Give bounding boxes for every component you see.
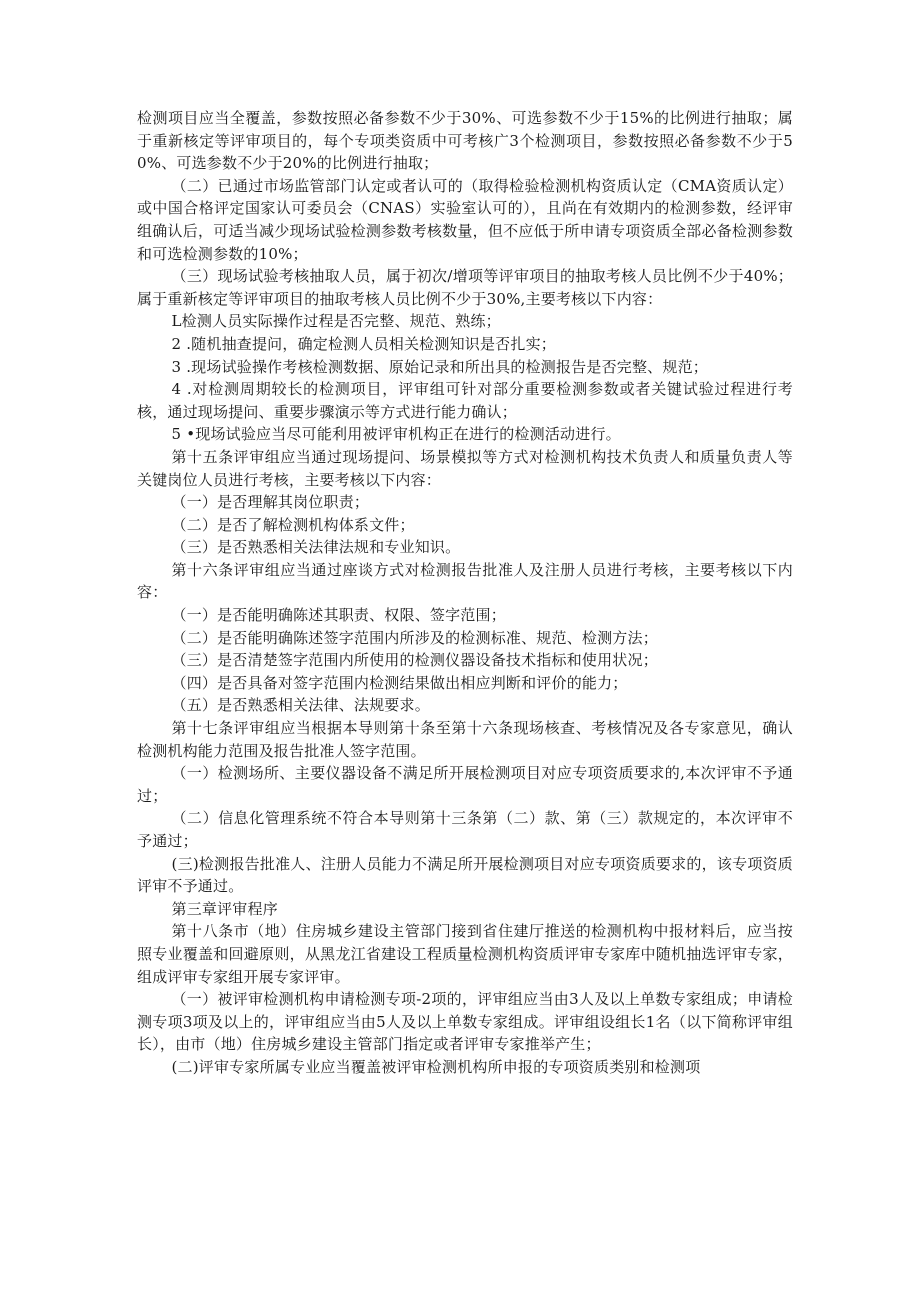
paragraph-3: （三）现场试验考核抽取人员，属于初次/增项等评审项目的抽取考核人员比例不少于40%；属于重新核定等评审项目的抽取考核人员比例不少于30%,主要考核以下内容： [137,267,793,308]
article-16-item-5: （五）是否熟悉相关法律、法规要求。 [171,696,430,715]
article-16-item-2: （二）是否能明确陈述签字范围内所涉及的检测标准、规范、检测方法； [171,628,658,647]
article-18: 第十八条市（地）住房城乡建设主管部门接到省住建厅推送的检测机构中报材料后，应当按照专业覆盖和回避原则，从黑龙江省建设工程质量检测机构资质评审专家库中随机抽选评审专家，组成评审专家组开展专家评审。 [137,922,793,986]
article-16: 第十六条评审组应当通过座谈方式对检测报告批准人及注册人员进行考核，主要考核以下内容： [137,560,793,602]
article-15-item-3: （三）是否熟悉相关法律法规和专业知识。 [171,538,461,557]
article-17-item-2: （二）信息化管理系统不符合本导则第十三条第（二）款、第（三）款规定的，本次评审不予通过； [137,809,793,850]
list-item-2: 2 .随机抽查提问，确定检测人员相关检测知识是否扎实； [171,334,556,353]
article-16-item-3: （三）是否清楚签字范围内所使用的检测仪器设备技术指标和使用状况； [171,651,658,670]
paragraph-2: （二）已通过市场监管部门认定或者认可的（取得检验检测机构资质认定（CMA资质认定）或中国合格评定国家认可委员会（CNAS）实验室认可的），且尚在有效期内的检测参数，经评审组确认后，可适当减少现场试验检测参数考核数量，但不应低于所申请专项资质全部必备检测参数和可选检测参数的10%； [137,176,793,263]
article-18-item-1: （一）被评审检测机构申请检测专项-2项的，评审组应当由3人及以上单数专家组成；申请检测专项3项及以上的，评审组应当由5人及以上单数专家组成。评审组设组长1名（以下简称评审组长），由市（地）住房城乡建设主管部门指定或者评审专家推举产生； [137,990,793,1054]
article-15-item-2: （二）是否了解检测机构体系文件； [171,515,415,534]
paragraph-1: 检测项目应当全覆盖，参数按照必备参数不少于30%、可选参数不少于15%的比例进行抽取；属于重新核定等评审项目的，每个专项类资质中可考核广3个检测项目，参数按照必备参数不少于50%、可选参数不少于20%的比例进行抽取； [137,109,793,173]
article-15-item-1: （一）是否理解其岗位职责； [171,493,370,512]
list-item-5: 5 •现场试验应当尽可能利用被评审机构正在进行的检测活动进行。 [171,425,621,444]
article-17-item-3: (三)检测报告批准人、注册人员能力不满足所开展检测项目对应专项资质要求的，该专项资质评审不予通过。 [137,854,793,896]
article-17-item-1: （一）检测场所、主要仪器设备不满足所开展检测项目对应专项资质要求的,本次评审不予通过； [137,764,793,805]
list-item-1: L检测人员实际操作过程是否完整、规范、熟练； [171,312,501,331]
document-page [137,107,793,1079]
list-item-3: 3 .现场试验操作考核检测数据、原始记录和所出具的检测报告是否完整、规范； [171,357,708,376]
article-16-item-1: （一）是否能明确陈述其职责、权限、签字范围； [171,606,506,625]
article-16-item-4: （四）是否具备对签字范围内检测结果做出相应判断和评价的能力； [171,673,628,692]
list-item-4: 4 .对检测周期较长的检测项目，评审组可针对部分重要检测参数或者关键试验过程进行考核，通过现场提问、重要步骤演示等方式进行能力确认； [137,380,793,421]
chapter-3-heading: 第三章评审程序 [171,899,278,918]
article-15: 第十五条评审组应当通过现场提问、场景模拟等方式对检测机构技术负责人和质量负责人等关键岗位人员进行考核，主要考核以下内容： [137,447,793,489]
article-18-item-2: (二)评审专家所属专业应当覆盖被评审检测机构所申报的专项资质类别和检测项 [171,1057,701,1076]
article-17: 第十七条评审组应当根据本导则第十条至第十六条现场核查、考核情况及各专家意见，确认检测机构能力范围及报告批准人签字范围。 [137,719,793,760]
